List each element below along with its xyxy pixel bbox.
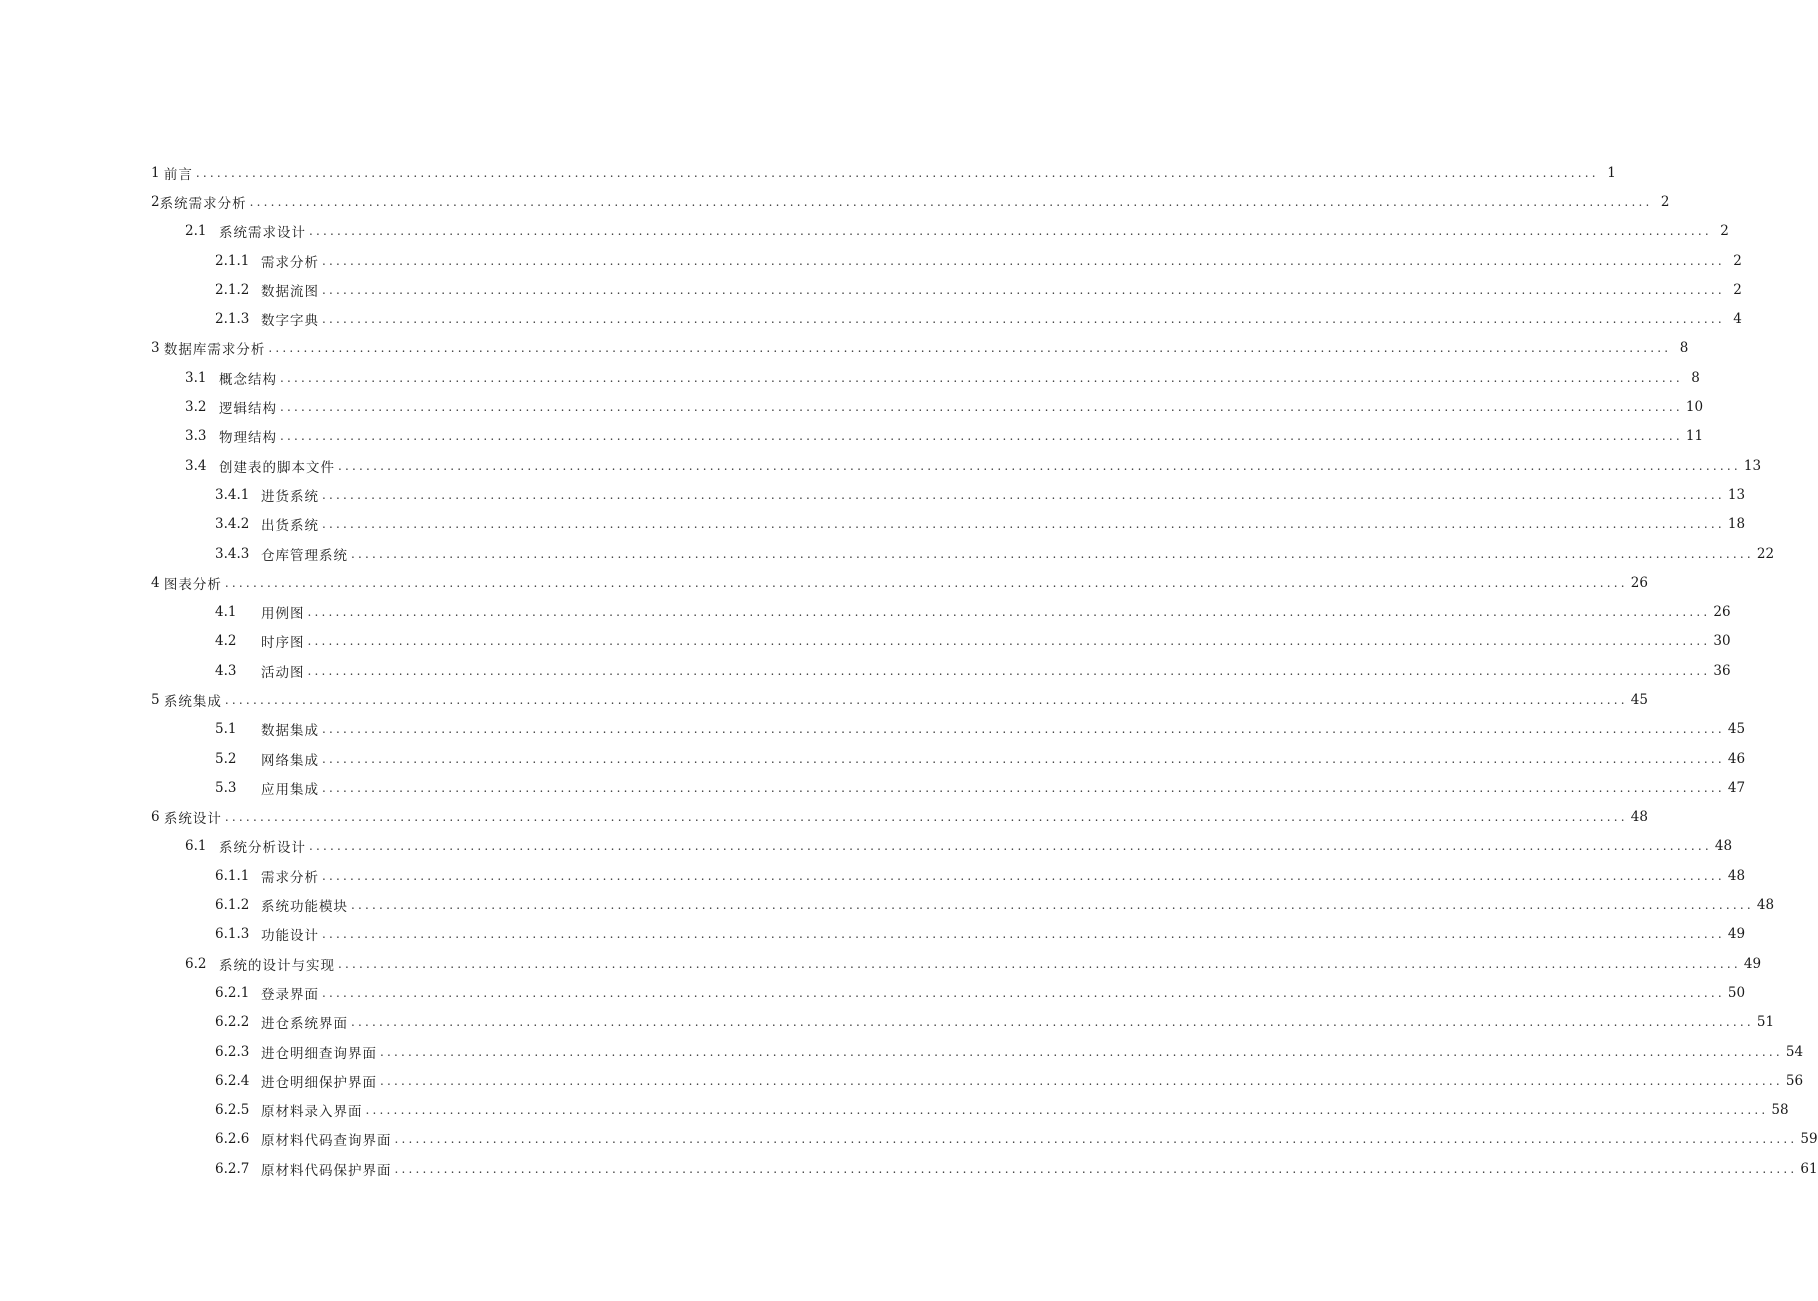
toc-entry-number: 4 bbox=[151, 574, 164, 591]
toc-entry-title: 逻辑结构 bbox=[219, 401, 277, 418]
toc-entry-page: 4 bbox=[1733, 311, 1742, 328]
toc-entry-number: 3 bbox=[151, 340, 164, 357]
toc-dot-leader: ........................................................................................................................................................................................................ bbox=[322, 312, 1725, 327]
toc-entry-number: 5.2 bbox=[215, 750, 237, 767]
toc-entry-number: 6.2.7 bbox=[215, 1160, 250, 1177]
toc-entry-page: 49 bbox=[1743, 955, 1762, 972]
toc-entry[interactable] bbox=[0, 861, 1746, 890]
toc-entry[interactable] bbox=[0, 685, 1648, 714]
toc-entry-title: 出货系统 bbox=[261, 518, 319, 535]
toc-entry[interactable] bbox=[0, 656, 1731, 685]
toc-dot-leader: ........................................................................................................................................................................................................ bbox=[351, 898, 1754, 913]
toc-entry-number: 3.3 bbox=[185, 428, 207, 445]
toc-entry[interactable] bbox=[0, 803, 1648, 832]
toc-dot-leader: ........................................................................................................................................................................................................ bbox=[380, 1044, 1783, 1059]
toc-dot-leader: ........................................................................................................................................................................................................ bbox=[322, 253, 1725, 268]
toc-entry-number: 2 bbox=[151, 193, 160, 210]
toc-entry-title: 用例图 bbox=[261, 606, 305, 623]
toc-entry-title: 系统功能模块 bbox=[261, 899, 348, 916]
toc-dot-leader: ........................................................................................................................................................................................................ bbox=[322, 282, 1725, 297]
toc-entry-page: 13 bbox=[1727, 486, 1746, 503]
toc-entry-title: 功能设计 bbox=[261, 928, 319, 945]
toc-entry[interactable] bbox=[0, 539, 1775, 568]
toc-dot-leader: ........................................................................................................................................................................................................ bbox=[322, 985, 1725, 1000]
toc-entry-number: 6.2.6 bbox=[215, 1131, 250, 1148]
toc-entry-number: 4.1 bbox=[215, 604, 237, 621]
toc-entry-page: 58 bbox=[1771, 1102, 1789, 1119]
toc-entry-title: 物理结构 bbox=[219, 430, 277, 447]
toc-entry-page: 2 bbox=[1733, 252, 1742, 269]
toc-entry-page: 47 bbox=[1727, 779, 1746, 796]
toc-entry-page: 48 bbox=[1714, 838, 1733, 855]
toc-entry-title: 原材料代码查询界面 bbox=[261, 1133, 392, 1150]
toc-entry[interactable] bbox=[0, 334, 1689, 363]
toc-dot-leader: ........................................................................................................................................................................................................ bbox=[249, 194, 1653, 209]
toc-entry[interactable] bbox=[0, 1008, 1775, 1037]
toc-entry-title: 前言 bbox=[163, 166, 193, 183]
toc-entry-number: 2.1.1 bbox=[215, 252, 250, 269]
toc-entry-number: 4.2 bbox=[215, 633, 237, 650]
toc-entry-number: 6 bbox=[151, 809, 164, 826]
toc-dot-leader: ........................................................................................................................................................................................................ bbox=[338, 458, 1741, 473]
toc-entry-title: 系统的设计与实现 bbox=[219, 957, 335, 974]
toc-entry-number: 2.1.2 bbox=[215, 281, 250, 298]
toc-entry-number: 3.4.3 bbox=[215, 545, 250, 562]
toc-entry-page: 2 bbox=[1733, 281, 1742, 298]
toc-dot-leader: ........................................................................................................................................................................................................ bbox=[280, 400, 1683, 415]
toc-entry[interactable] bbox=[0, 187, 1670, 216]
toc-dot-leader: ........................................................................................................................................................................................................ bbox=[351, 546, 1754, 561]
toc-entry[interactable] bbox=[0, 158, 1616, 187]
toc-dot-leader: ........................................................................................................................................................................................................ bbox=[195, 165, 1599, 180]
toc-entry-page: 61 bbox=[1800, 1160, 1818, 1177]
toc-entry-title: 进仓明细查询界面 bbox=[261, 1045, 377, 1062]
toc-entry-number: 3.1 bbox=[185, 369, 207, 386]
toc-entry-number: 2.1 bbox=[185, 223, 207, 240]
toc-entry[interactable] bbox=[0, 451, 1762, 480]
toc-entry-page: 22 bbox=[1756, 545, 1775, 562]
toc-entry-number: 5.3 bbox=[215, 779, 237, 796]
toc-entry-page: 2 bbox=[1660, 193, 1670, 210]
toc-entry-page: 36 bbox=[1713, 662, 1731, 679]
toc-entry[interactable] bbox=[0, 773, 1746, 802]
toc-entry-page: 1 bbox=[1607, 164, 1616, 181]
toc-dot-leader: ........................................................................................................................................................................................................ bbox=[307, 663, 1711, 678]
toc-entry[interactable] bbox=[0, 304, 1742, 333]
toc-entry[interactable] bbox=[0, 1125, 1818, 1154]
toc-dot-leader: ........................................................................................................................................................................................................ bbox=[365, 1103, 1769, 1118]
toc-entry[interactable] bbox=[0, 363, 1700, 392]
toc-entry-page: 2 bbox=[1720, 223, 1729, 240]
toc-entry-title: 活动图 bbox=[261, 664, 305, 681]
toc-dot-leader: ........................................................................................................................................................................................................ bbox=[309, 224, 1712, 239]
toc-entry-number: 6.1.2 bbox=[215, 897, 250, 914]
table-of-contents bbox=[0, 158, 1818, 1183]
toc-dot-leader: ........................................................................................................................................................................................................ bbox=[224, 810, 1628, 825]
toc-entry-title: 系统需求分析 bbox=[159, 195, 247, 212]
toc-entry-page: 8 bbox=[1691, 369, 1700, 386]
toc-entry-page: 45 bbox=[1630, 691, 1648, 708]
toc-entry[interactable] bbox=[0, 627, 1731, 656]
toc-dot-leader: ........................................................................................................................................................................................................ bbox=[322, 780, 1725, 795]
toc-entry-number: 2.1.3 bbox=[215, 311, 250, 328]
toc-entry[interactable] bbox=[0, 744, 1746, 773]
toc-entry-title: 数据流图 bbox=[261, 283, 319, 300]
toc-entry-page: 11 bbox=[1685, 428, 1704, 445]
toc-dot-leader: ........................................................................................................................................................................................................ bbox=[351, 1015, 1754, 1030]
toc-entry-title: 应用集成 bbox=[261, 781, 319, 798]
toc-entry[interactable] bbox=[0, 1096, 1789, 1125]
toc-entry-title: 时序图 bbox=[261, 635, 305, 652]
toc-entry-page: 50 bbox=[1727, 984, 1746, 1001]
toc-entry[interactable] bbox=[0, 217, 1729, 246]
toc-entry-page: 59 bbox=[1800, 1131, 1818, 1148]
toc-entry[interactable] bbox=[0, 920, 1746, 949]
toc-entry-number: 3.2 bbox=[185, 399, 207, 416]
toc-entry-page: 46 bbox=[1727, 750, 1746, 767]
toc-entry-title: 图表分析 bbox=[163, 576, 222, 593]
toc-dot-leader: ........................................................................................................................................................................................................ bbox=[280, 370, 1683, 385]
toc-entry-title: 系统需求设计 bbox=[219, 225, 306, 242]
toc-entry-number: 6.2.2 bbox=[215, 1014, 250, 1031]
toc-dot-leader: ........................................................................................................................................................................................................ bbox=[322, 722, 1725, 737]
toc-entry-page: 18 bbox=[1727, 516, 1746, 533]
toc-entry-number: 6.2.5 bbox=[215, 1102, 250, 1119]
toc-entry-number: 6.1 bbox=[185, 838, 207, 855]
toc-entry-number: 3.4 bbox=[185, 457, 207, 474]
toc-entry[interactable] bbox=[0, 510, 1746, 539]
toc-entry[interactable] bbox=[0, 246, 1742, 275]
toc-entry-number: 3.4.1 bbox=[215, 486, 250, 503]
toc-entry-title: 原材料录入界面 bbox=[261, 1104, 363, 1121]
toc-entry[interactable] bbox=[0, 715, 1746, 744]
toc-entry-page: 26 bbox=[1713, 604, 1731, 621]
toc-dot-leader: ........................................................................................................................................................................................................ bbox=[280, 429, 1683, 444]
toc-entry-number: 6.2 bbox=[185, 955, 207, 972]
toc-entry-page: 48 bbox=[1727, 867, 1746, 884]
toc-entry-page: 13 bbox=[1743, 457, 1762, 474]
toc-entry-page: 48 bbox=[1756, 897, 1775, 914]
toc-entry-title: 系统集成 bbox=[163, 693, 222, 710]
toc-entry-title: 需求分析 bbox=[261, 254, 319, 271]
toc-entry[interactable] bbox=[0, 949, 1762, 978]
toc-entry-title: 创建表的脚本文件 bbox=[219, 459, 335, 476]
toc-entry-number: 5 bbox=[151, 691, 164, 708]
toc-entry[interactable] bbox=[0, 392, 1704, 421]
toc-dot-leader: ........................................................................................................................................................................................................ bbox=[322, 751, 1725, 766]
toc-entry[interactable] bbox=[0, 978, 1746, 1007]
toc-entry-page: 8 bbox=[1679, 340, 1689, 357]
toc-entry-title: 原材料代码保护界面 bbox=[261, 1162, 392, 1179]
toc-dot-leader: ........................................................................................................................................................................................................ bbox=[322, 927, 1725, 942]
toc-dot-leader: ........................................................................................................................................................................................................ bbox=[224, 575, 1628, 590]
toc-entry-title: 数据库需求分析 bbox=[163, 342, 266, 359]
toc-dot-leader: ........................................................................................................................................................................................................ bbox=[322, 487, 1725, 502]
toc-entry-number: 3.4.2 bbox=[215, 516, 250, 533]
toc-entry-title: 进仓系统界面 bbox=[261, 1016, 348, 1033]
toc-dot-leader: ........................................................................................................................................................................................................ bbox=[268, 341, 1672, 356]
toc-entry-title: 仓库管理系统 bbox=[261, 547, 348, 564]
toc-dot-leader: ........................................................................................................................................................................................................ bbox=[307, 634, 1711, 649]
toc-entry[interactable] bbox=[0, 1037, 1804, 1066]
toc-entry[interactable] bbox=[0, 890, 1775, 919]
toc-entry-title: 数据集成 bbox=[261, 723, 319, 740]
toc-entry-number: 6.1.3 bbox=[215, 926, 250, 943]
toc-entry-title: 数字字典 bbox=[261, 313, 319, 330]
toc-entry[interactable] bbox=[0, 832, 1733, 861]
toc-dot-leader: ........................................................................................................................................................................................................ bbox=[307, 605, 1711, 620]
toc-dot-leader: ........................................................................................................................................................................................................ bbox=[338, 956, 1741, 971]
toc-entry-number: 1 bbox=[151, 164, 164, 181]
toc-entry-title: 网络集成 bbox=[261, 752, 319, 769]
toc-entry-number: 6.1.1 bbox=[215, 867, 250, 884]
toc-entry-title: 需求分析 bbox=[261, 869, 319, 886]
toc-entry-page: 56 bbox=[1785, 1072, 1804, 1089]
toc-dot-leader: ........................................................................................................................................................................................................ bbox=[322, 517, 1725, 532]
toc-dot-leader: ........................................................................................................................................................................................................ bbox=[380, 1073, 1783, 1088]
toc-entry[interactable] bbox=[0, 275, 1742, 304]
toc-entry-number: 6.2.4 bbox=[215, 1072, 250, 1089]
toc-entry-page: 45 bbox=[1727, 721, 1746, 738]
toc-entry[interactable] bbox=[0, 480, 1746, 509]
toc-entry-title: 进仓明细保护界面 bbox=[261, 1074, 377, 1091]
toc-entry-title: 系统设计 bbox=[163, 811, 222, 828]
toc-entry-title: 登录界面 bbox=[261, 986, 319, 1003]
toc-entry[interactable] bbox=[0, 422, 1704, 451]
toc-entry[interactable] bbox=[0, 597, 1731, 626]
toc-entry-number: 4.3 bbox=[215, 662, 237, 679]
toc-dot-leader: ........................................................................................................................................................................................................ bbox=[394, 1132, 1798, 1147]
toc-entry-page: 10 bbox=[1685, 399, 1704, 416]
toc-entry[interactable] bbox=[0, 1154, 1818, 1183]
toc-entry-page: 49 bbox=[1727, 926, 1746, 943]
toc-entry-title: 进货系统 bbox=[261, 488, 319, 505]
toc-entry-page: 48 bbox=[1630, 809, 1648, 826]
toc-entry-page: 30 bbox=[1713, 633, 1731, 650]
toc-entry[interactable] bbox=[0, 1066, 1804, 1095]
toc-entry-number: 6.2.3 bbox=[215, 1043, 250, 1060]
toc-entry-title: 概念结构 bbox=[219, 371, 277, 388]
toc-entry-number: 5.1 bbox=[215, 721, 237, 738]
toc-dot-leader: ........................................................................................................................................................................................................ bbox=[322, 868, 1725, 883]
toc-entry-number: 6.2.1 bbox=[215, 984, 250, 1001]
toc-entry-page: 54 bbox=[1785, 1043, 1804, 1060]
toc-dot-leader: ........................................................................................................................................................................................................ bbox=[309, 839, 1712, 854]
toc-entry-title: 系统分析设计 bbox=[219, 840, 306, 857]
toc-entry-page: 26 bbox=[1630, 574, 1648, 591]
toc-entry-page: 51 bbox=[1756, 1014, 1775, 1031]
toc-dot-leader: ........................................................................................................................................................................................................ bbox=[224, 692, 1628, 707]
toc-entry[interactable] bbox=[0, 568, 1648, 597]
toc-dot-leader: ........................................................................................................................................................................................................ bbox=[394, 1161, 1798, 1176]
